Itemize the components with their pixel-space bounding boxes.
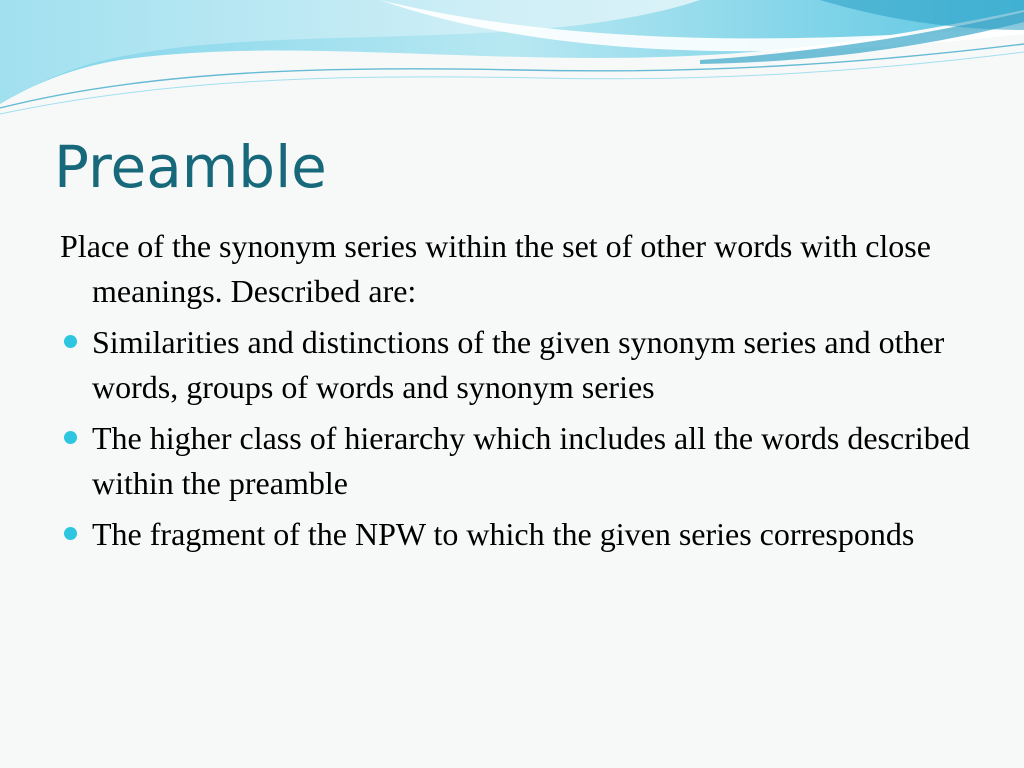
bullet-text: Similarities and distinctions of the given synonym series and other words, groups of words and synonym series xyxy=(92,324,945,405)
header-wave-decoration xyxy=(0,0,1024,130)
bullet-item xyxy=(60,512,970,557)
wave-line-2 xyxy=(0,52,1024,114)
bullet-item xyxy=(60,320,970,410)
slide-title: Preamble xyxy=(54,133,327,201)
filled-circle-bullet-icon xyxy=(64,431,77,444)
bullet-item xyxy=(60,416,970,506)
bullet-list xyxy=(60,320,970,557)
slide-body xyxy=(60,224,970,563)
bullet-text: The higher class of hierarchy which includes all the words described within the preamble xyxy=(92,420,970,501)
intro-paragraph: Place of the synonym series within the set of other words with close meanings. Described are: xyxy=(60,228,931,309)
bullet-text: The fragment of the NPW to which the given series corresponds xyxy=(92,516,915,552)
filled-circle-bullet-icon xyxy=(64,527,77,540)
filled-circle-bullet-icon xyxy=(64,335,77,348)
